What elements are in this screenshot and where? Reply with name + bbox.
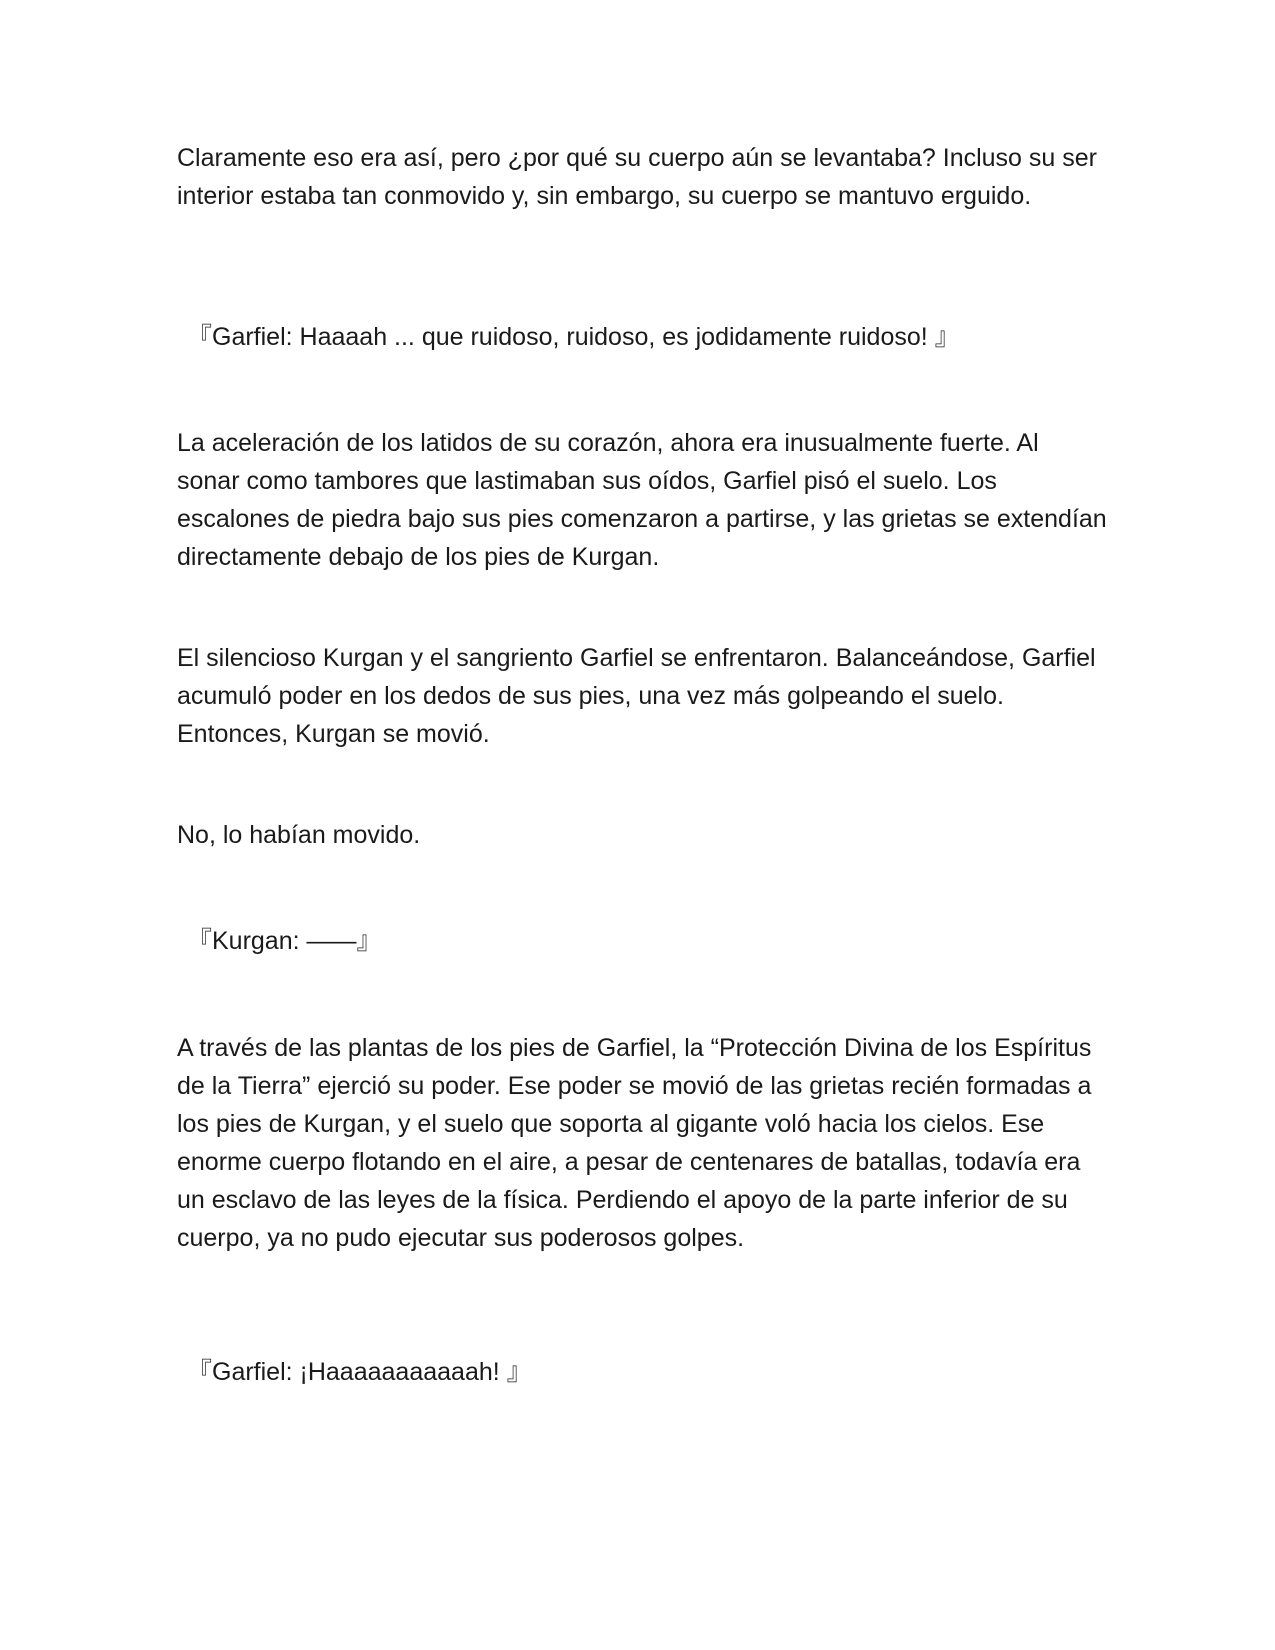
paragraph-3: El silencioso Kurgan y el sangriento Garfiel se enfrentaron. Balanceándose, Garfiel acumuló poder en los dedos de sus pies, una vez más golpeando el suelo. Entonces, Kurgan se movió. xyxy=(177,644,1096,748)
paragraph-1: Claramente eso era así, pero ¿por qué su cuerpo aún se levantaba? Incluso su ser interior estaba tan conmovido y, sin embargo, su cuerpo se mantuvo erguido. xyxy=(177,144,1097,210)
paragraph-5: A través de las plantas de los pies de Garfiel, la “Protección Divina de los Espíritus de la Tierra” ejerció su poder. Ese poder se movió de las grietas recién formadas a los pies de Kurgan, y el suelo que soporta al gigante voló hacia los cielos. Ese enorme cuerpo flotando en el aire, a pesar de centenares de batallas, todavía era un esclavo de las leyes de la física. Perdiendo el apoyo de la parte inferior de su cuerpo, ya no pudo ejecutar sus poderosos golpes. xyxy=(177,1034,1092,1252)
dialogue-kurgan: 『Kurgan: ——』 xyxy=(187,927,382,955)
dialogue-garfiel-2: 『Garfiel: ¡Haaaaaaaaaaah! 』 xyxy=(187,1358,532,1386)
paragraph-4: No, lo habían movido. xyxy=(177,821,421,849)
dialogue-garfiel-1: 『Garfiel: Haaaah ... que ruidoso, ruidoso, es jodidamente ruidoso! 』 xyxy=(187,323,960,351)
paragraph-2: La aceleración de los latidos de su corazón, ahora era inusualmente fuerte. Al sonar como tambores que lastimaban sus oídos, Garfiel pisó el suelo. Los escalones de piedra bajo sus pies comenzaron a partirse, y las grietas se extendían directamente debajo de los pies de Kurgan. xyxy=(177,429,1107,571)
